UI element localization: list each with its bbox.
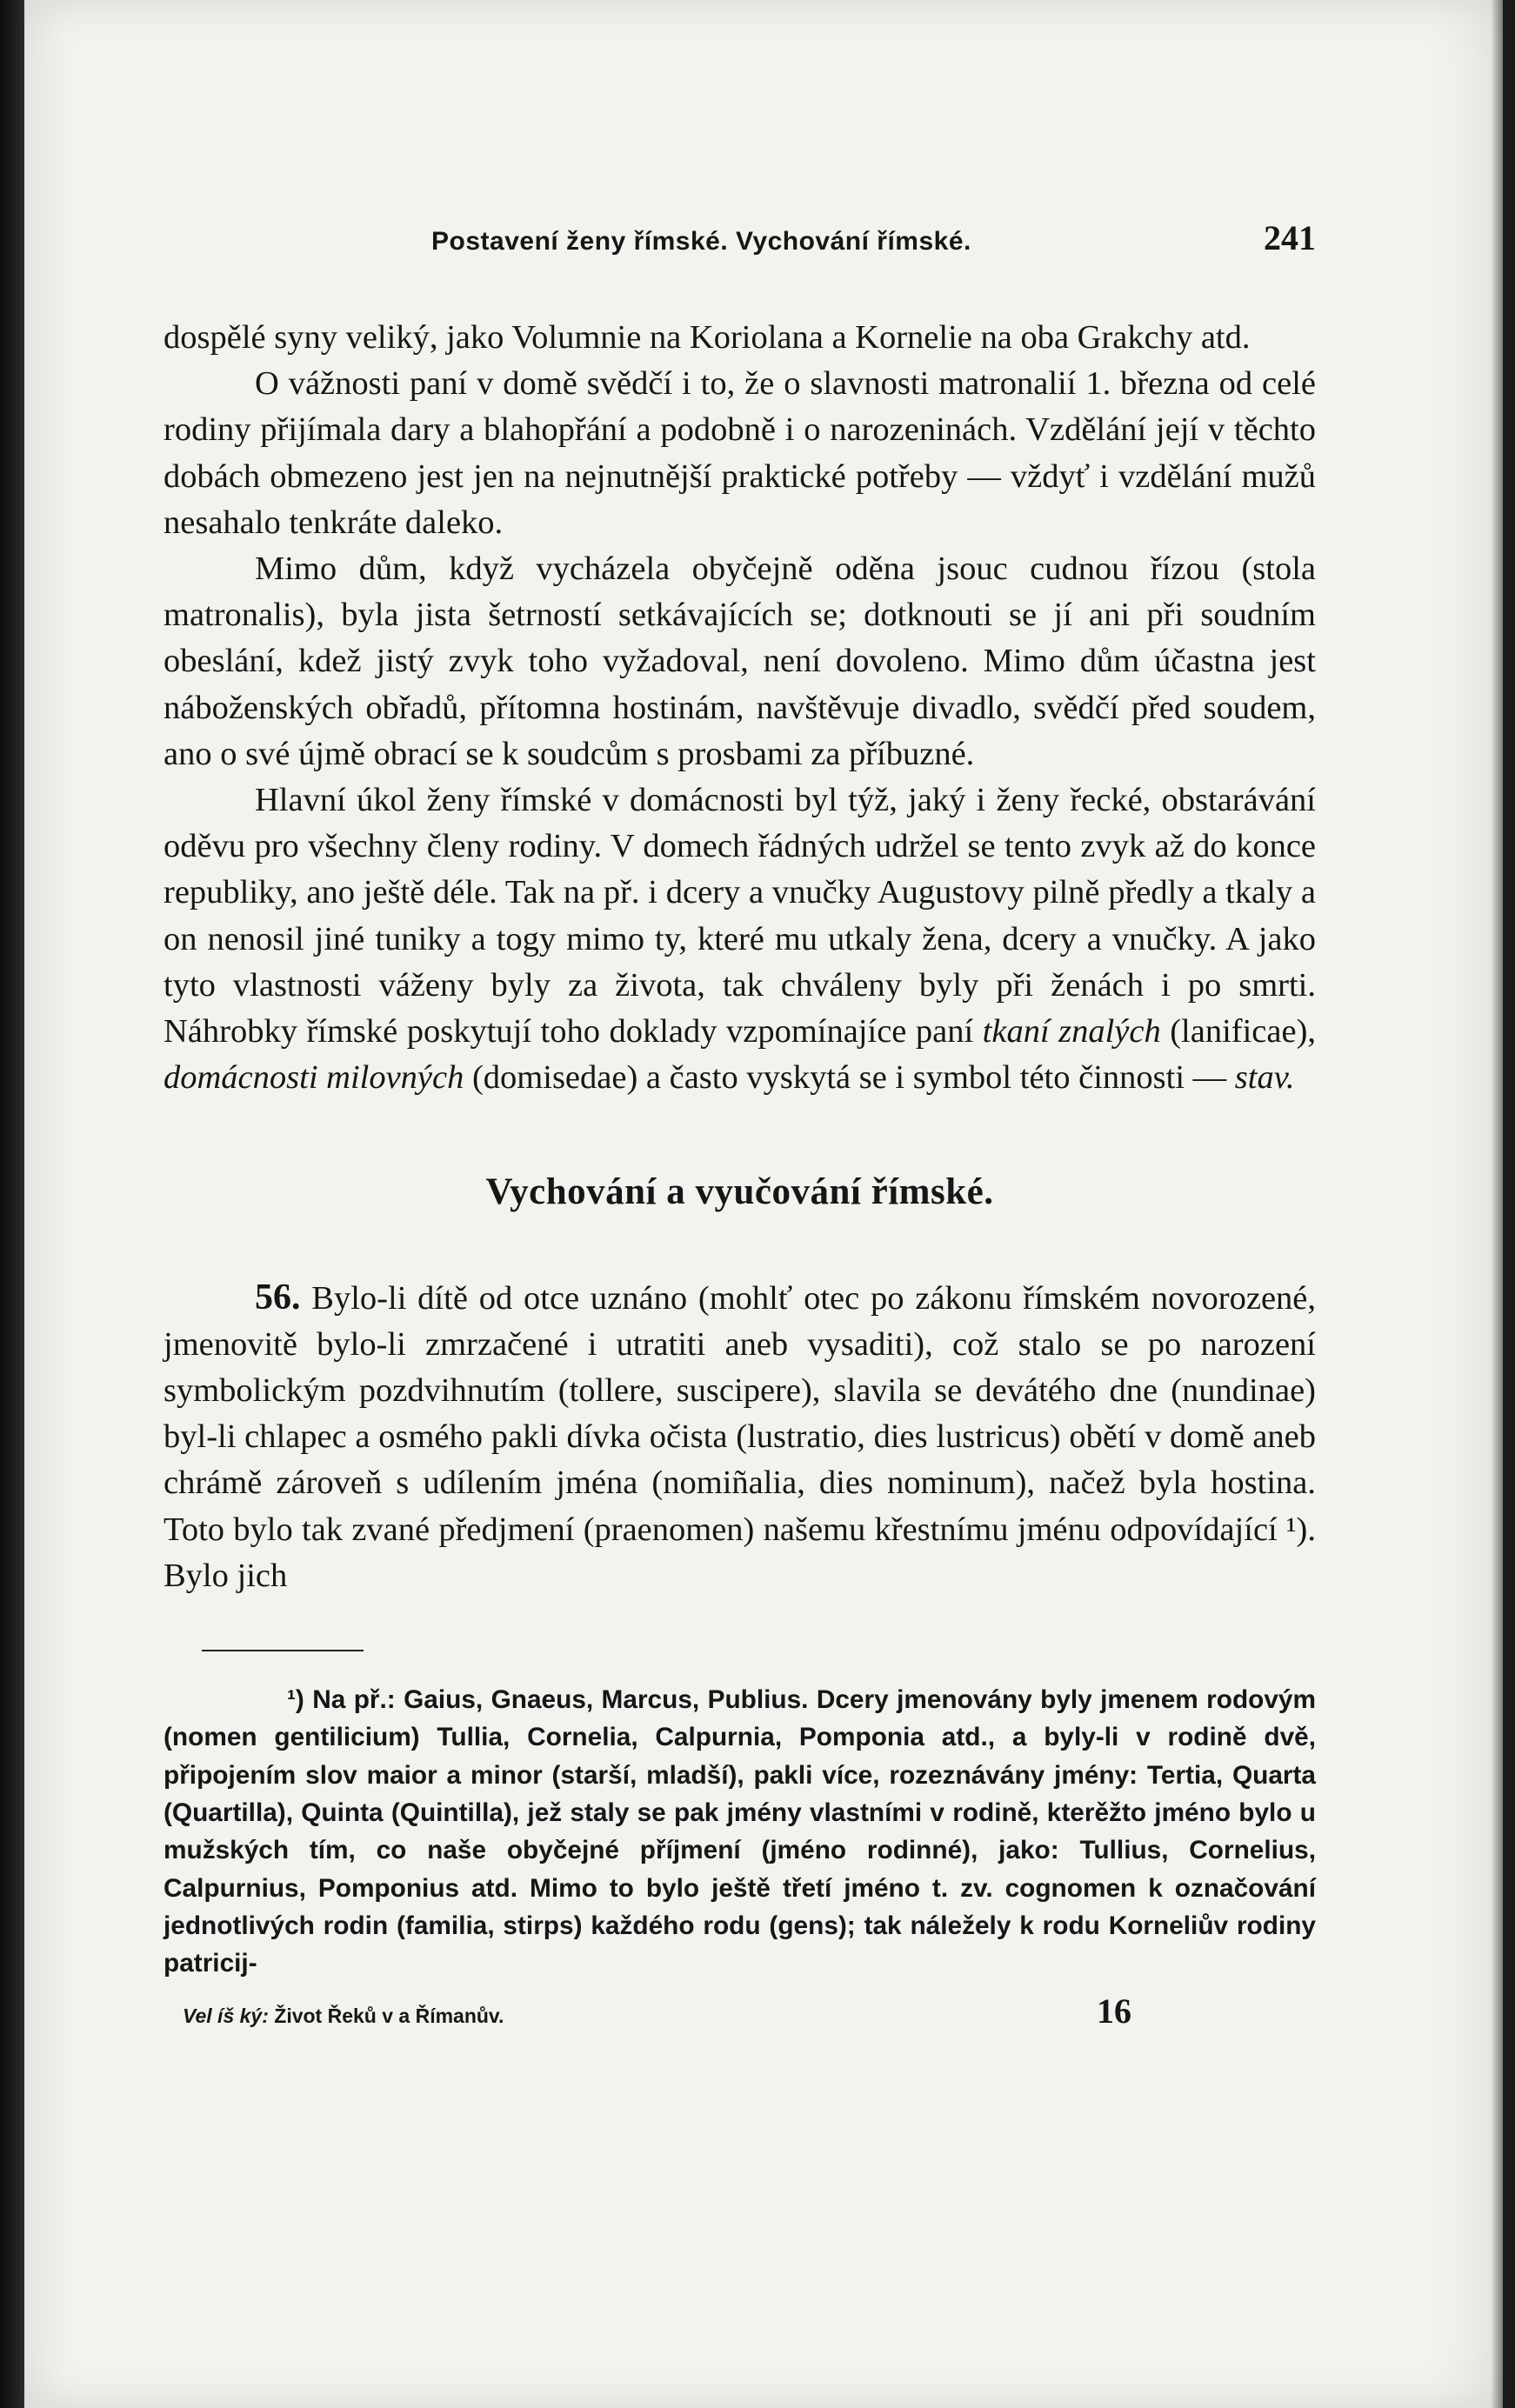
running-head	[164, 217, 1316, 278]
paragraph-3: Mimo dům, když vycházela obyčejně oděna jsouc cudnou řízou (stola matronalis), byla jista šetrností setkávajících se; dotknouti se jí ani při soudním obeslání, kdež jistý zvyk toho vyžadoval, není dovoleno. Mimo dům účastna jest náboženských obřadů, přítomna hostinám, navštěvuje divadlo, svědčí před soudem, ano o své újmě obrací se k soudcům s prosbami za příbuzné.	[164, 550, 1316, 772]
signature-work: Život Řeků v a Římanův.	[274, 2004, 504, 2028]
main-text	[164, 315, 1316, 1599]
emphasis-domacnosti-milovnych: domácnosti milovných	[164, 1059, 464, 1097]
binding-edge	[0, 0, 24, 2408]
paragraph-1: dospělé syny veliký, jako Volumnie na Koriolana a Kornelie na oba Grakchy atd.	[164, 319, 1251, 356]
paragraph-2: O vážnosti paní v domě svědčí i to, že o slavnosti matronalií 1. března od celé rodiny přijímala dary a blahopřání a podobně i o narozeninách. Vzdělání její v těchto dobách obmezeno jest jen na nejnutnější praktické potřeby — vždyť i vzdělání mužů nesahalo tenkráte daleko.	[164, 365, 1316, 541]
paragraph-4	[164, 777, 1316, 1101]
footnote	[164, 1681, 1316, 1982]
page-content	[164, 217, 1316, 2031]
signature-line	[164, 1991, 1316, 2031]
page-shadow	[1491, 0, 1503, 2408]
footnote-rule	[202, 1650, 364, 1651]
paragraph-4-mid-1: (lanificae),	[1170, 1013, 1317, 1051]
paragraph-4-start: Hlavní úkol ženy římské v domácnosti byl týž, jaký i ženy řecké, obstarávání oděvu pro všechny členy rodiny. V domech řádných udržel se tento zvyk až do konce republiky, ano ještě déle. Tak na př. i dcery a vnučky Augustovy pilně předly a tkaly a on nenosil jiné tuniky a togy mimo ty, které mu utkaly žena, dcery a vnučky. A jako tyto vlastnosti váženy byly za života, tak chváleny byly při ženách i po smrti. Náhrobky římské poskytují toho doklady vzpomínajíce paní	[164, 782, 1316, 1051]
footnote-text: ¹) Na př.: Gaius, Gnaeus, Marcus, Publius. Dcery jmenovány byly jmenem rodovým (nomen gentilicium) Tullia, Cornelia, Calpurnia, Pomponia atd., a byly-li v rodině dvě, připojením slov maior a minor (starší, mladší), pakli více, rozeznávány jmény: Tertia, Quarta (Quartilla), Quinta (Quintilla), jež staly se pak jmény vlastními v rodině, kterěžto jméno bylo u mužských tím, co naše obyčejné příjmení (jméno rodinné), jako: Tullius, Cornelius, Calpurnius, Pomponius atd. Mimo to bylo ještě třetí jméno t. zv. cognomen k označování jednotlivých rodin (familia, stirps) každého rodu (gens); tak náležely k rodu Korneliův rodiny patricij-	[164, 1685, 1316, 1978]
running-head-title: Postavení ženy římské. Vychování římské.	[431, 227, 971, 256]
paragraph-56-text: Bylo-li dítě od otce uznáno (mohlť otec po zákonu římském novorozené, jmenovitě bylo-li zmrzačené i utratiti aneb vysaditi), což stalo se po narození symbolickým pozdvihnutím (tollere, suscipere), slavila se devátého dne (nundinae) byl-li chlapec a osmého pakli dívka očista (lustratio, dies lustricus) obětí v domě aneb chrámě zároveň s udílením jména (nomiñalia, dies nominum), načež byla hostina. Toto bylo tak zvané předjmení (praenomen) našemu křestnímu jménu odpovídající ¹). Bylo jich	[164, 1279, 1316, 1594]
signature-author: Vel íš ký:	[183, 2004, 269, 2028]
emphasis-stav: stav.	[1234, 1059, 1295, 1097]
emphasis-tkani-znalych: tkaní znalých	[982, 1013, 1161, 1051]
paragraph-4-mid-2: (domisedae) a často vyskytá se i symbol této činnosti —	[471, 1059, 1227, 1097]
paragraph-number: 56.	[255, 1277, 301, 1317]
paragraph-56	[164, 1275, 1316, 1599]
section-heading: Vychování a vyučování římské.	[485, 1171, 994, 1213]
sheet-number: 16	[1097, 1991, 1131, 2031]
page-number: 241	[1264, 218, 1316, 257]
signature-text	[183, 2004, 504, 2028]
